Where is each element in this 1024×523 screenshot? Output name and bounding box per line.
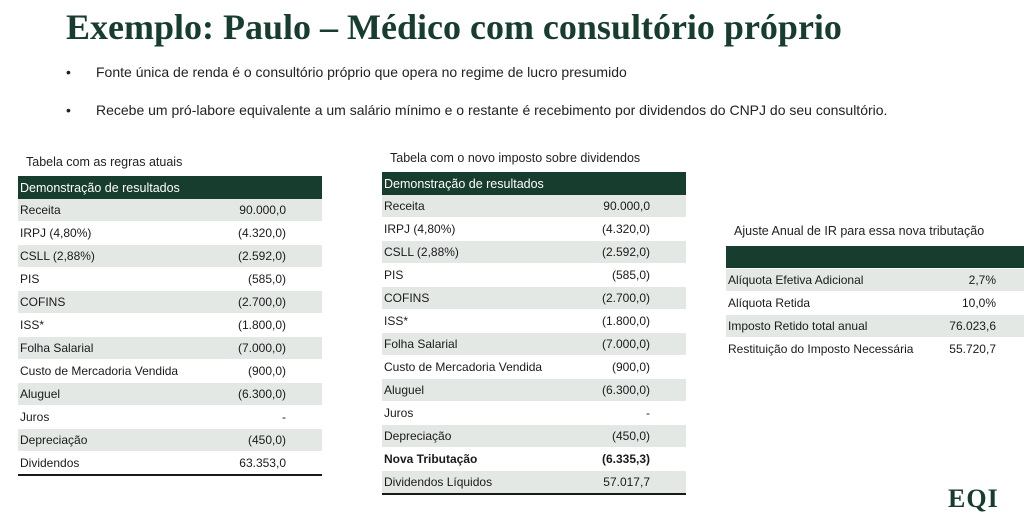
row-value: (4.320,0) [217,222,322,245]
bullet-item [66,62,887,82]
row-label: Receita [382,195,581,218]
row-value: (2.592,0) [217,245,322,268]
table-new [382,172,686,495]
table-adjust-caption: Ajuste Anual de IR para essa nova tributação [734,224,985,238]
row-value: (900,0) [581,356,686,379]
row-label: ISS* [382,310,581,333]
row-label: Restituição do Imposto Necessária [726,338,939,361]
row-label: Depreciação [382,425,581,448]
row-label: CSLL (2,88%) [382,241,581,264]
row-label: IRPJ (4,80%) [18,222,217,245]
row-label: Juros [18,406,217,429]
row-label: Dividendos [18,452,217,476]
row-label: ISS* [18,314,217,337]
row-value: 10,0% [939,292,1024,315]
table-new-caption: Tabela com o novo imposto sobre dividendos [390,151,641,165]
row-label: PIS [382,264,581,287]
bullet-text: Fonte única de renda é o consultório próprio que opera no regime de lucro presumido [96,64,627,80]
row-value: 57.017,7 [581,471,686,495]
row-label: COFINS [18,291,217,314]
row-value: (450,0) [217,429,322,452]
row-label: COFINS [382,287,581,310]
row-label: Custo de Mercadoria Vendida [382,356,581,379]
row-label: Receita [18,199,217,222]
row-label: Juros [382,402,581,425]
bullet-list [66,62,887,120]
row-value: (900,0) [217,360,322,383]
row-value: (6.335,3) [581,448,686,471]
slide-title: Exemplo: Paulo – Médico com consultório próprio [66,7,842,47]
row-value: (6.300,0) [581,379,686,402]
row-value: (450,0) [581,425,686,448]
row-label: Folha Salarial [18,337,217,360]
row-value: 90.000,0 [581,195,686,218]
row-value: (2.700,0) [581,287,686,310]
bullet-item [66,100,887,120]
row-value: 90.000,0 [217,199,322,222]
table-header: Demonstração de resultados [382,172,686,195]
table-current-caption: Tabela com as regras atuais [26,155,183,169]
table-current [18,176,322,476]
row-value: (585,0) [217,268,322,291]
row-label: Imposto Retido total anual [726,315,939,338]
row-label: PIS [18,268,217,291]
row-value: 2,7% [939,269,1024,292]
table-adjust [726,246,1024,361]
row-value: (7.000,0) [217,337,322,360]
row-value: - [217,406,322,429]
row-label: Alíquota Efetiva Adicional [726,269,939,292]
bullet-text: Recebe um pró-labore equivalente a um salário mínimo e o restante é recebimento por dividendos do CNPJ do seu consultório. [96,102,888,118]
row-label: Aluguel [382,379,581,402]
table-header: Demonstração de resultados [18,176,322,199]
row-value: - [581,402,686,425]
row-label: CSLL (2,88%) [18,245,217,268]
bullet-glyph: • [66,64,71,80]
row-label: Aluguel [18,383,217,406]
row-label: IRPJ (4,80%) [382,218,581,241]
row-label: Nova Tributação [382,448,581,471]
eqi-logo: EQI [948,484,999,513]
row-label: Depreciação [18,429,217,452]
row-value: (6.300,0) [217,383,322,406]
row-label: Custo de Mercadoria Vendida [18,360,217,383]
row-label: Alíquota Retida [726,292,939,315]
row-value: (585,0) [581,264,686,287]
row-value: (4.320,0) [581,218,686,241]
row-value: (7.000,0) [581,333,686,356]
row-value: (2.700,0) [217,291,322,314]
table-header-bar [726,246,1024,269]
row-value: 76.023,6 [939,315,1024,338]
row-label: Dividendos Líquidos [382,471,581,495]
bullet-glyph: • [66,102,71,118]
row-value: (1.800,0) [217,314,322,337]
row-value: (1.800,0) [581,310,686,333]
row-value: 63.353,0 [217,452,322,476]
row-label: Folha Salarial [382,333,581,356]
row-value: 55.720,7 [939,338,1024,361]
row-value: (2.592,0) [581,241,686,264]
